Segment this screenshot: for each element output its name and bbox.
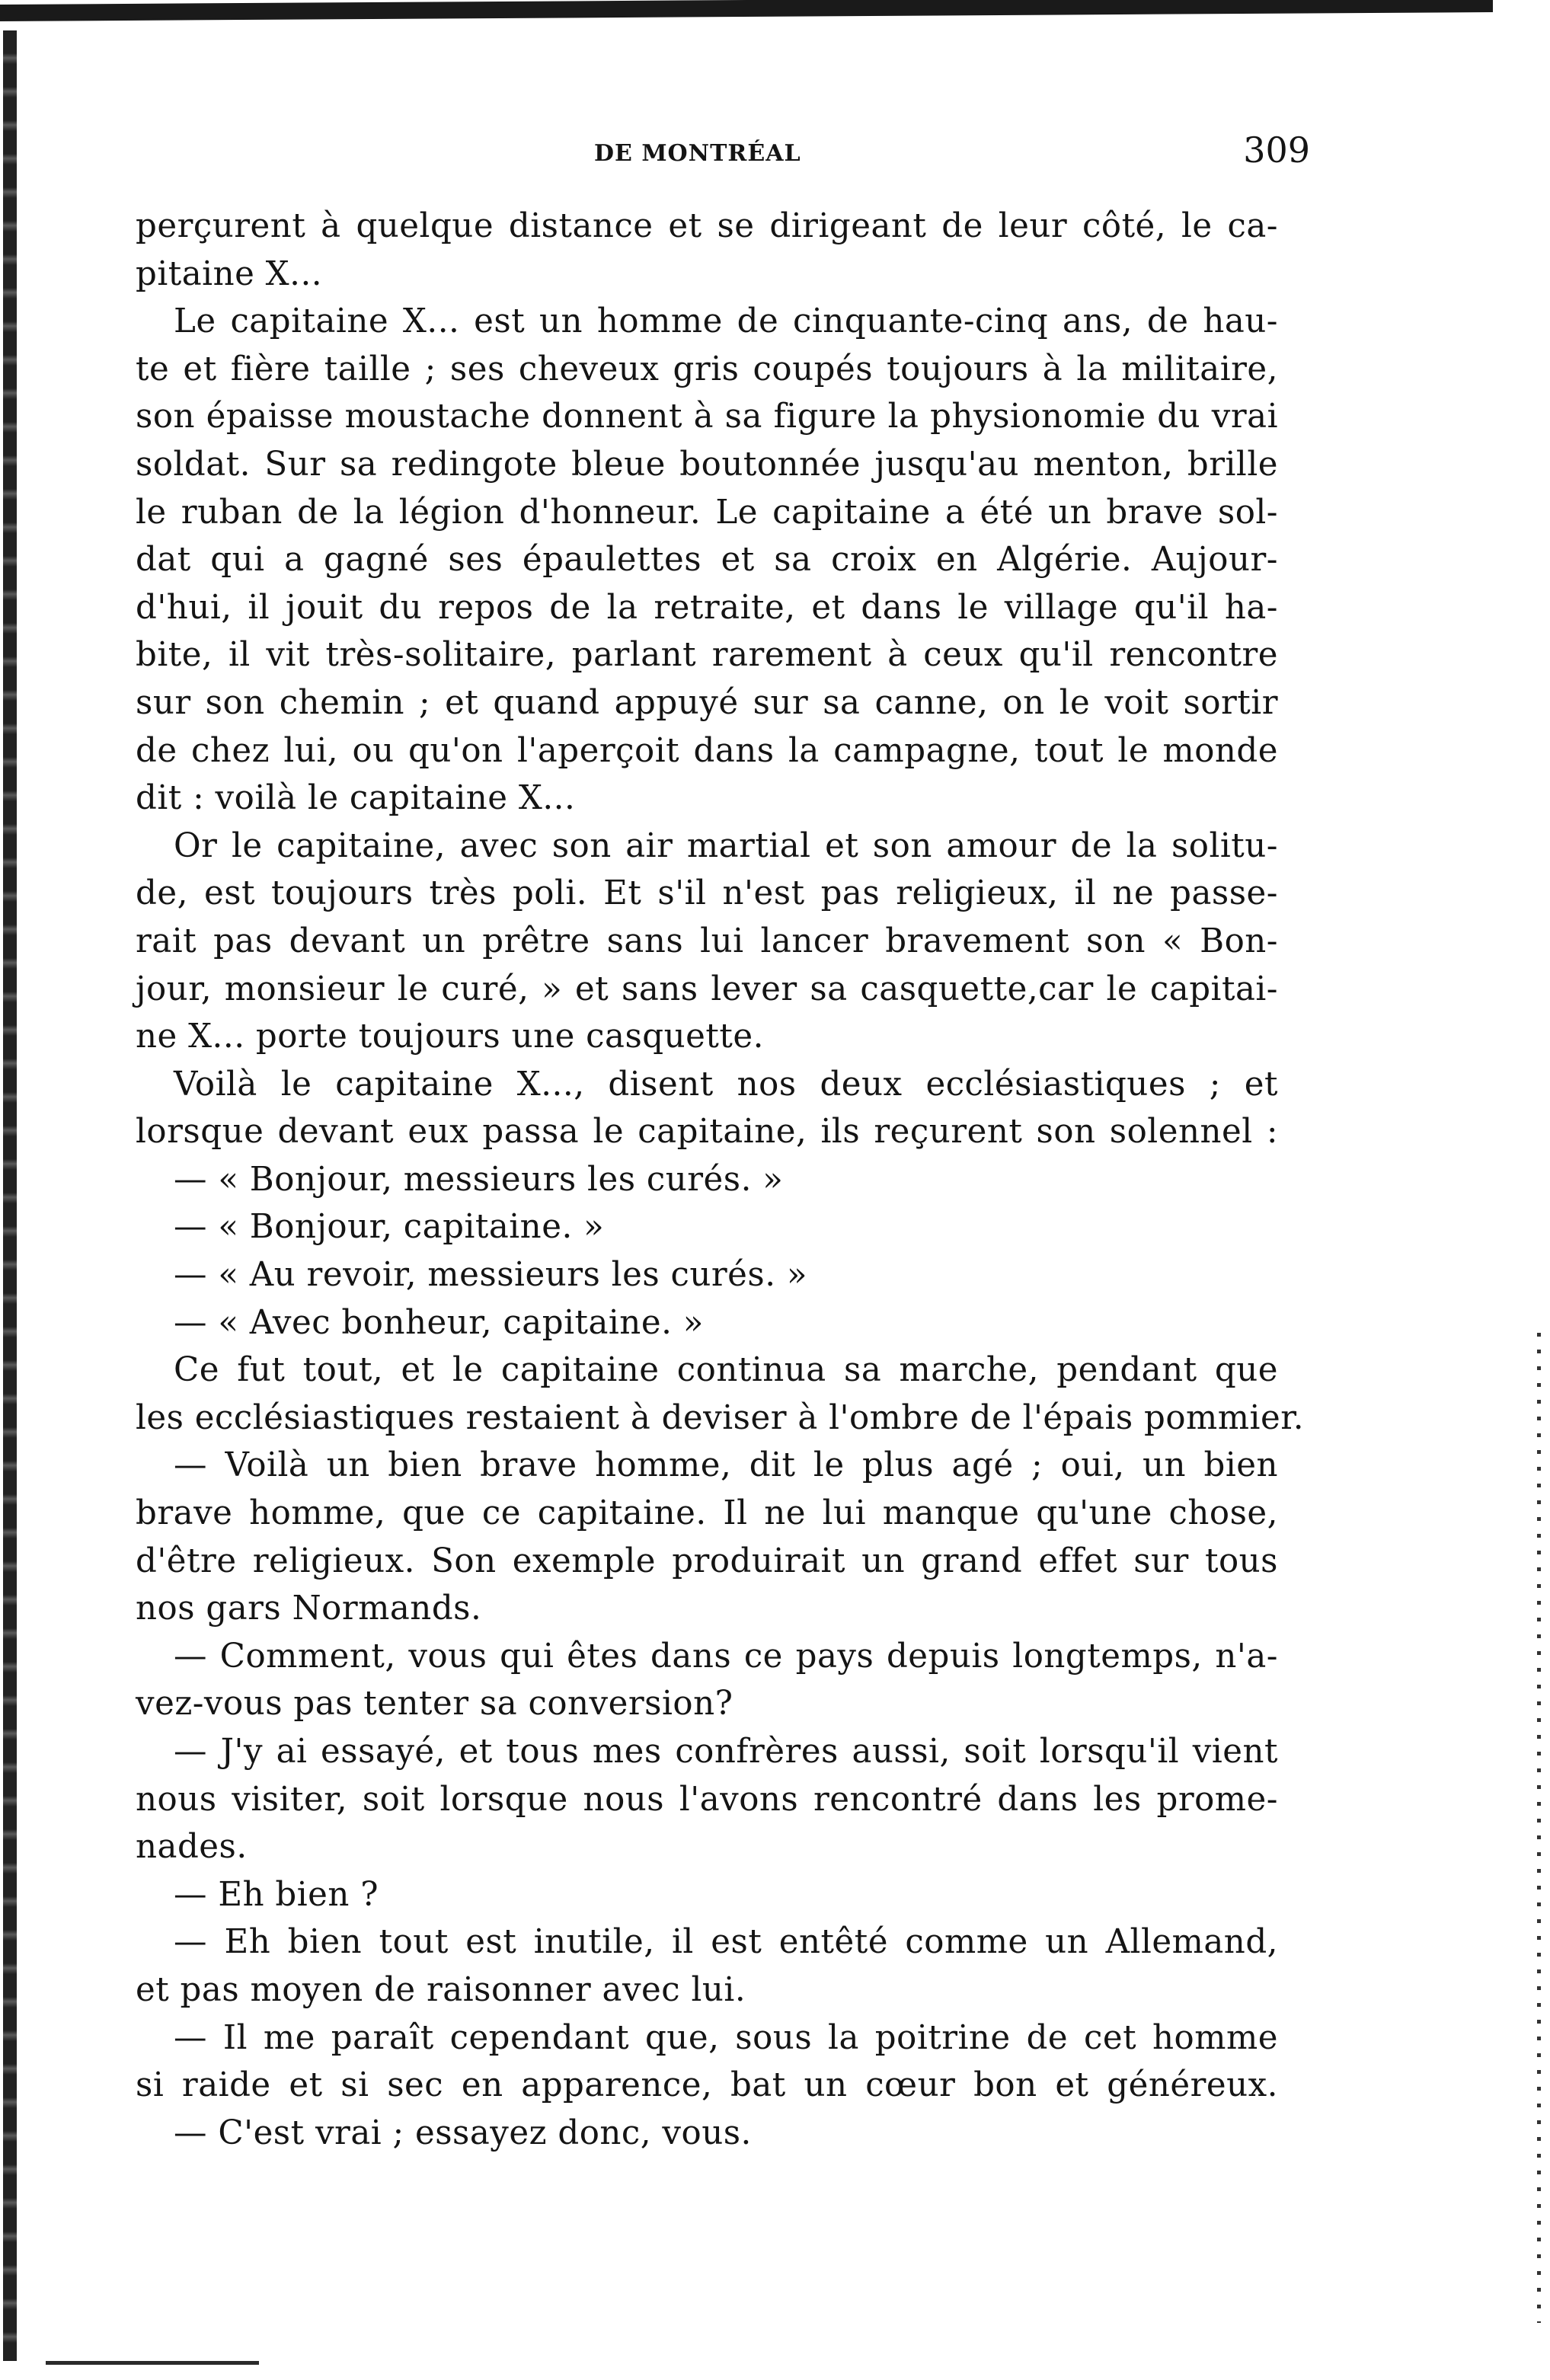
- text-line: Le capitaine X... est un homme de cinquante-cinq ans, de hau-: [174, 302, 1278, 341]
- text-line: de, est toujours très poli. Et s'il n'est pas religieux, il ne passe-: [136, 874, 1278, 913]
- text-line: — Eh bien ?: [174, 1875, 379, 1914]
- text-line: dat qui a gagné ses épaulettes et sa croix en Algérie. Aujour-: [136, 541, 1278, 580]
- text-line: de chez lui, ou qu'on l'aperçoit dans la campagne, tout le monde: [136, 731, 1278, 770]
- text-line: — J'y ai essayé, et tous mes confrères aussi, soit lorsqu'il vient: [174, 1733, 1278, 1771]
- text-line: sur son chemin ; et quand appuyé sur sa canne, on le voit sortir: [136, 683, 1278, 722]
- text-line: — « Bonjour, capitaine. »: [174, 1208, 605, 1247]
- text-line: si raide et si sec en apparence, bat un cœur bon et généreux.: [136, 2066, 1278, 2105]
- text-line: les ecclésiastiques restaient à deviser à l'ombre de l'épais pommier.: [136, 1398, 1305, 1437]
- text-line: le ruban de la légion d'honneur. Le capitaine a été un brave sol-: [136, 493, 1278, 532]
- scan-border-top: [0, 0, 1493, 21]
- text-line: nos gars Normands.: [136, 1589, 482, 1628]
- body-text: [136, 203, 1305, 2157]
- text-line: — « Avec bonheur, capitaine. »: [174, 1303, 704, 1342]
- text-line: nous visiter, soit lorsque nous l'avons rencontré dans les prome-: [136, 1780, 1278, 1819]
- text-line: jour, monsieur le curé, » et sans lever sa casquette,car le capitai-: [136, 970, 1278, 1008]
- text-line: et pas moyen de raisonner avec lui.: [136, 1970, 746, 2009]
- page-header: [122, 129, 1310, 175]
- text-line: — Eh bien tout est inutile, il est entêté comme un Allemand,: [174, 1923, 1278, 1962]
- text-line: soldat. Sur sa redingote bleue boutonnée jusqu'au menton, brille: [136, 445, 1278, 484]
- text-line: — Il me paraît cependant que, sous la poitrine de cet homme: [174, 2018, 1278, 2057]
- text-line: — « Au revoir, messieurs les curés. »: [174, 1256, 807, 1295]
- text-line: bite, il vit très-solitaire, parlant rarement à ceux qu'il rencontre: [136, 636, 1278, 675]
- text-line: son épaisse moustache donnent à sa figure la physionomie du vrai: [136, 398, 1278, 436]
- text-line: ne X... porte toujours une casquette.: [136, 1017, 764, 1056]
- text-line: brave homme, que ce capitaine. Il ne lui manque qu'une chose,: [136, 1494, 1278, 1533]
- text-line: — « Bonjour, messieurs les curés. »: [174, 1160, 784, 1199]
- text-line: te et fière taille ; ses cheveux gris coupés toujours à la militaire,: [136, 350, 1278, 388]
- text-line: perçurent à quelque distance et se dirigeant de leur côté, le ca-: [136, 207, 1278, 245]
- text-line: d'être religieux. Son exemple produirait un grand effet sur tous: [136, 1541, 1278, 1580]
- text-line: Ce fut tout, et le capitaine continua sa marche, pendant que: [174, 1351, 1278, 1390]
- text-line: — C'est vrai ; essayez donc, vous.: [174, 2113, 752, 2152]
- running-title: DE MONTRÉAL: [594, 140, 801, 167]
- text-line: lorsque devant eux passa le capitaine, ils reçurent son solennel :: [136, 1113, 1278, 1152]
- text-line: d'hui, il jouit du repos de la retraite, et dans le village qu'il ha-: [136, 588, 1278, 627]
- text-line: Or le capitaine, avec son air martial et son amour de la solitu-: [174, 826, 1278, 865]
- text-line: pitaine X...: [136, 254, 323, 293]
- page-number: 309: [1243, 129, 1310, 171]
- scan-border-bottom: [46, 2361, 259, 2365]
- text-line: — Voilà un bien brave homme, dit le plus agé ; oui, un bien: [174, 1446, 1278, 1485]
- text-line: nades.: [136, 1828, 248, 1867]
- text-line: rait pas devant un prêtre sans lui lancer bravement son « Bon-: [136, 922, 1278, 960]
- text-line: — Comment, vous qui êtes dans ce pays depuis longtemps, n'a-: [174, 1637, 1278, 1676]
- text-line: Voilà le capitaine X..., disent nos deux ecclésiastiques ; et: [174, 1065, 1278, 1104]
- scan-border-left: [3, 30, 17, 2361]
- text-line: dit : voilà le capitaine X...: [136, 779, 576, 818]
- text-line: vez-vous pas tenter sa conversion?: [136, 1685, 733, 1724]
- scan-border-right: [1537, 1333, 1541, 2323]
